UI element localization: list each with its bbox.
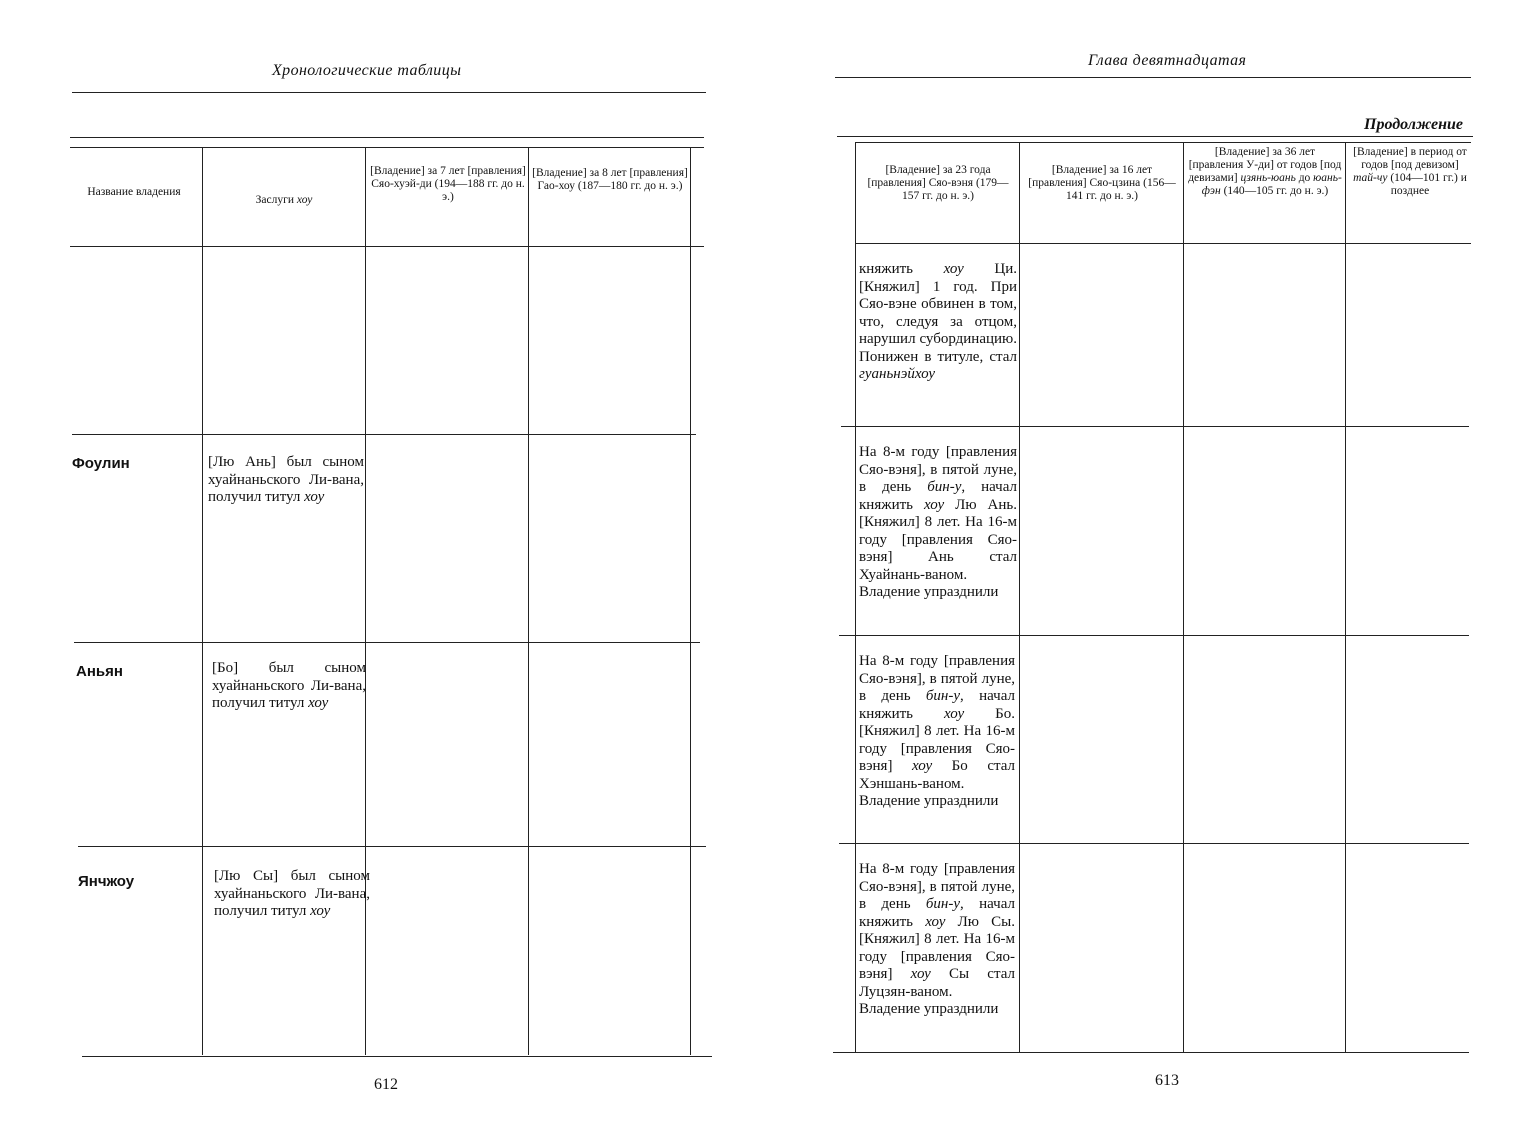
row-merits-3: [Лю Сы] был сыном хуайнаньского Ли-вана, получил титул хоу [214, 868, 370, 919]
header-top-rule [855, 142, 1471, 143]
header-bottom-rule [855, 243, 1471, 244]
row-merits-2: [Бо] был сыном хуайнаньского Ли-вана, получил титул хоу [212, 660, 366, 711]
column-divider-2 [1183, 142, 1184, 1052]
page-number-right: 613 [1155, 1072, 1179, 1089]
header-col3: [Владение] за 7 лет [правления] Сяо-хуэй-ди (194—188 гг. до н. э.) [370, 165, 526, 203]
row-name-1: Фоулин [72, 455, 130, 472]
row-name-3: Янчжоу [78, 873, 135, 890]
row-name-2: Аньян [76, 663, 123, 680]
row-rule-3 [78, 846, 706, 847]
header-name: Название владения [87, 186, 181, 198]
column-divider-3 [528, 147, 529, 1055]
row-rule-1 [72, 434, 696, 435]
row-rule-2 [839, 635, 1469, 636]
header-col4: [Владение] в период от годов [под девизом] тай-чу (104—101 гг.) и позднее [1353, 146, 1467, 197]
column-divider-1 [202, 147, 203, 1055]
rule-under-running-head [835, 77, 1471, 78]
row-text-4: На 8-м году [правления Сяо-вэня], в пятой луне, в день бин-у, начал княжить хоу Лю Сы. [Княжил] 8 лет. На 16-м году [правления Сяо-вэня] хоу Сы стал Луцзян-ваном. Владение упразднили [859, 861, 1016, 1017]
running-head-left: Хронологические таблицы [272, 62, 462, 79]
column-divider-1 [1019, 142, 1020, 1052]
continuation-label: Продолжение [1364, 116, 1463, 133]
rule-under-running-head [72, 92, 706, 93]
page-number-left: 612 [374, 1076, 398, 1093]
header-col2: [Владение] за 16 лет [правления] Сяо-цзина (156—141 гг. до н. э.) [1028, 164, 1176, 202]
table-top-rule [837, 136, 1473, 137]
column-divider-4 [690, 147, 691, 1055]
header-col1: [Владение] за 23 года [правления] Сяо-вэня (179—157 гг. до н. э.) [867, 164, 1009, 202]
row-text-3: На 8-м году [правления Сяо-вэня], в пятой луне, в день бин-у, начал княжить хоу Бо. [Княжил] 8 лет. На 16-м году [правления Сяо-вэня] хоу Бо стал Хэншань-ваном. Владение упразднили [859, 653, 1016, 809]
row-text-2: На 8-м году [правления Сяо-вэня], в пятой луне, в день бин-у, начал княжить хоу Лю Ань. [Княжил] 8 лет. На 16-м году [правления Сяо-вэня] Ань стал Хуайнань-ваном. Владение упразднили [859, 444, 1017, 600]
row-merits-1: [Лю Ань] был сыном хуайнаньского Ли-вана, получил титул хоу [208, 454, 364, 505]
column-divider-0 [855, 142, 856, 1052]
header-merits: Заслуги хоу [255, 194, 313, 206]
row-text-1: княжить хоу Ци. [Княжил] 1 год. При Сяо-вэне обвинен в том, что, следуя за отцом, нарушил субординацию. Понижен в титуле, стал гуаньнэйхоу [859, 261, 1017, 382]
table-bottom-rule [82, 1056, 712, 1057]
row-rule-3 [839, 843, 1469, 844]
table-top-rule [70, 137, 704, 138]
right-page [765, 0, 1530, 1148]
table-bottom-rule [833, 1052, 1469, 1053]
header-col3: [Владение] за 36 лет [правления У-ди] от годов [под девизами] цзянь-юань до юань-фэн (140—105 гг. до н. э.) [1188, 146, 1342, 197]
header-top-rule [70, 147, 704, 148]
header-col4: [Владение] за 8 лет [правления] Гао-хоу (187—180 гг. до н. э.) [532, 167, 688, 192]
column-divider-3 [1345, 142, 1346, 1052]
header-bottom-rule [70, 246, 704, 247]
row-rule-1 [841, 426, 1469, 427]
row-rule-2 [74, 642, 700, 643]
running-head-right: Глава девятнадцатая [1088, 52, 1247, 69]
